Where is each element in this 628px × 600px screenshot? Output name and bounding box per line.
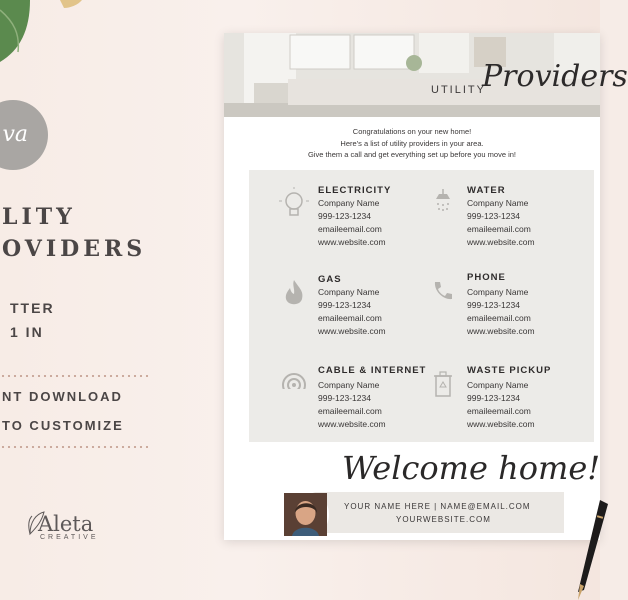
- canva-badge: va: [0, 100, 48, 170]
- product-title-line1: LITY: [2, 204, 76, 230]
- phone-icon: [426, 274, 460, 308]
- provider-company: Company Name: [318, 198, 380, 208]
- provider-email: emaileemail.com: [318, 224, 382, 234]
- provider-title: ELECTRICITY: [318, 185, 392, 196]
- provider-email: emaileemail.com: [467, 313, 531, 323]
- recycle-bin-icon: [426, 367, 460, 401]
- dotted-divider: [0, 446, 150, 448]
- provider-phone: 999-123-1234: [318, 300, 371, 310]
- size-line2: 1 IN: [10, 324, 44, 340]
- provider-email: emaileemail.com: [467, 406, 531, 416]
- logo-subtitle: CREATIVE: [40, 534, 99, 541]
- contact-name-email: YOUR NAME HERE | NAME@EMAIL.COM: [344, 502, 531, 511]
- size-line1: TTER: [10, 300, 55, 316]
- contact-website: YOURWEBSITE.COM: [396, 515, 491, 524]
- banner-label: UTILITY: [431, 84, 486, 96]
- brand-logo: [28, 512, 118, 541]
- banner-script-title: Providers: [482, 59, 628, 94]
- provider-company: Company Name: [318, 287, 380, 297]
- provider-website: www.website.com: [467, 326, 535, 336]
- provider-title: WATER: [467, 185, 506, 196]
- product-title-line2: OVIDERS: [2, 236, 147, 262]
- provider-website: www.website.com: [467, 237, 535, 247]
- wifi-icon: [277, 367, 311, 401]
- feature-instant-download: NT DOWNLOAD: [2, 389, 123, 404]
- provider-website: www.website.com: [318, 326, 386, 336]
- provider-title: CABLE & INTERNET: [318, 365, 427, 376]
- provider-phone: 999-123-1234: [318, 211, 371, 221]
- contact-bar: [300, 492, 564, 533]
- intro-line3: Give them a call and get everything set up before you move in!: [307, 150, 517, 159]
- leaf-decoration: [0, 0, 70, 70]
- provider-company: Company Name: [318, 380, 380, 390]
- provider-title: GAS: [318, 274, 342, 285]
- provider-phone: 999-123-1234: [467, 300, 520, 310]
- provider-phone: 999-123-1234: [467, 393, 520, 403]
- provider-email: emaileemail.com: [318, 406, 382, 416]
- agent-photo: [284, 493, 327, 536]
- provider-phone: 999-123-1234: [467, 211, 520, 221]
- lightbulb-icon: [277, 187, 311, 221]
- provider-title: PHONE: [467, 272, 506, 283]
- provider-email: emaileemail.com: [318, 313, 382, 323]
- flame-icon: [277, 276, 311, 310]
- provider-website: www.website.com: [467, 419, 535, 429]
- provider-company: Company Name: [467, 380, 529, 390]
- shower-icon: [426, 187, 460, 221]
- feature-customize: TO CUSTOMIZE: [2, 418, 124, 433]
- provider-phone: 999-123-1234: [318, 393, 371, 403]
- provider-company: Company Name: [467, 198, 529, 208]
- provider-company: Company Name: [467, 287, 529, 297]
- agent-avatar: [282, 491, 329, 538]
- provider-title: WASTE PICKUP: [467, 365, 552, 376]
- dotted-divider: [0, 375, 150, 377]
- leaf-logo-icon: [26, 510, 46, 536]
- leaf-tip-decoration: [60, 0, 90, 10]
- intro-line2: Here's a list of utility providers in your area.: [340, 139, 484, 148]
- provider-email: emaileemail.com: [467, 224, 531, 234]
- provider-website: www.website.com: [318, 237, 386, 247]
- pen-decoration: [550, 500, 610, 600]
- providers-panel: [249, 170, 594, 442]
- provider-website: www.website.com: [318, 419, 386, 429]
- logo-name: Aleta: [38, 512, 94, 536]
- intro-line1: Congratulations on your new home!: [352, 127, 472, 136]
- welcome-script: Welcome home!: [342, 449, 601, 487]
- flyer-sheet: [224, 33, 628, 540]
